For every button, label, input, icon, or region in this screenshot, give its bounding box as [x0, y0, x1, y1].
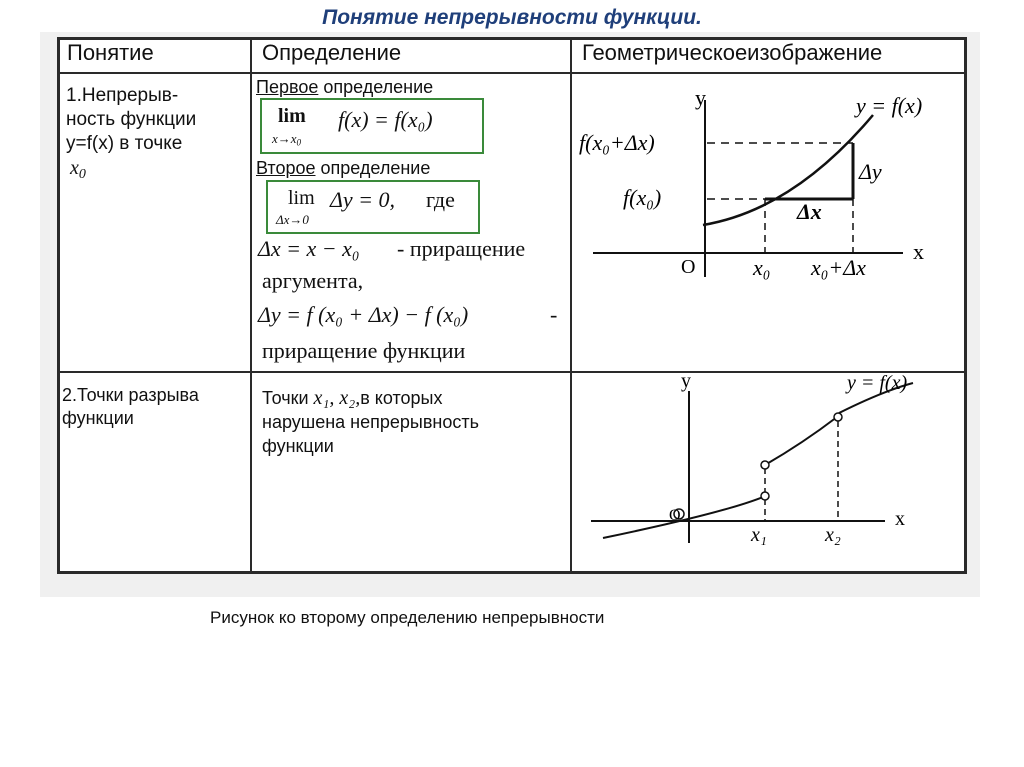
lim-subscript-2: Δx→0 — [276, 212, 309, 227]
dx-description-1: - приращение — [397, 236, 526, 261]
curve-segment-2 — [765, 417, 837, 465]
header-geometric: Геометрическоеизображение — [582, 40, 883, 65]
origin-label-2: O — [669, 507, 681, 524]
y-tick-f-x0-dx: f(x₀+Δx) — [579, 130, 655, 155]
row1-concept-line2: ность функции — [66, 109, 197, 130]
header-concept: Понятие — [67, 40, 154, 65]
row2-concept-line2: функции — [62, 408, 134, 428]
row1-concept-line1: 1.Непрерыв- — [66, 85, 179, 106]
dy-formula: Δy = f (x₀ + Δx) − f (x₀) — [258, 302, 469, 327]
delta-x-label: Δx — [797, 199, 822, 224]
dy-dash: - — [550, 302, 558, 327]
lim-subscript: $x\to x_0$ — [272, 131, 302, 148]
second-definition-label: Второе определение — [256, 158, 431, 178]
x-axis-label: x — [913, 239, 924, 264]
dy-description: приращение функции — [262, 338, 466, 363]
x-tick-x0-dx: x₀+Δx — [811, 255, 866, 280]
x-tick-x1: x₁ — [751, 524, 767, 546]
discontinuity-graph — [573, 373, 965, 571]
x-tick-x2: x₂ — [825, 524, 841, 546]
origin-label: O — [681, 256, 696, 278]
row2-definition — [262, 386, 479, 458]
second-definition-formula: Δy = 0, — [330, 187, 396, 212]
first-definition-formula: f(x) = f(x₀) — [338, 107, 433, 132]
y-tick-f-x0: f(x₀) — [623, 185, 662, 210]
first-definition-label: Первое определение — [256, 77, 434, 97]
column-divider-2 — [570, 37, 572, 574]
column-divider-1 — [250, 37, 252, 574]
first-definition-box — [260, 98, 484, 154]
open-point-1 — [761, 492, 769, 500]
lim-operator: lim — [278, 105, 306, 127]
header-divider — [57, 72, 967, 74]
y-axis-label-2: y — [681, 373, 691, 392]
row2-concept-line1: 2.Точки разрыва — [62, 385, 199, 405]
row2-def-line1: Точки x₁, x₂,в которых — [262, 387, 443, 409]
delta-y-label: Δy — [859, 159, 882, 184]
figure-caption: Рисунок ко второму определению непрерывности — [210, 608, 605, 627]
x-tick-x0: x₀ — [753, 255, 771, 280]
continuity-graph — [573, 75, 965, 370]
y-axis-label: y — [695, 85, 706, 110]
x-axis-label-2: x — [895, 508, 905, 530]
open-point-2 — [761, 461, 769, 469]
curve-label: y = f(x) — [856, 93, 923, 118]
second-definition-box — [266, 180, 480, 234]
dx-formula: Δx = x − x₀ — [258, 236, 360, 261]
lim-operator-2: lim — [288, 187, 315, 209]
curve-label-2: y = f(x) — [847, 373, 908, 394]
second-definition-where: где — [426, 187, 455, 212]
row1-concept-var: $x_0$ — [70, 157, 86, 183]
row2-def-line3: функции — [262, 436, 334, 456]
row2-def-line2: нарушена непрерывность — [262, 412, 479, 432]
row1-concept-line3: y=f(x) в точке — [66, 133, 183, 154]
row1-concept — [66, 84, 196, 187]
header-definition: Определение — [262, 40, 402, 65]
function-curve — [703, 115, 873, 225]
dx-description-2: аргумента, — [262, 268, 364, 293]
open-point-3 — [834, 413, 842, 421]
row2-concept — [62, 384, 199, 430]
slide-title: Понятие непрерывности функции. — [322, 6, 702, 29]
